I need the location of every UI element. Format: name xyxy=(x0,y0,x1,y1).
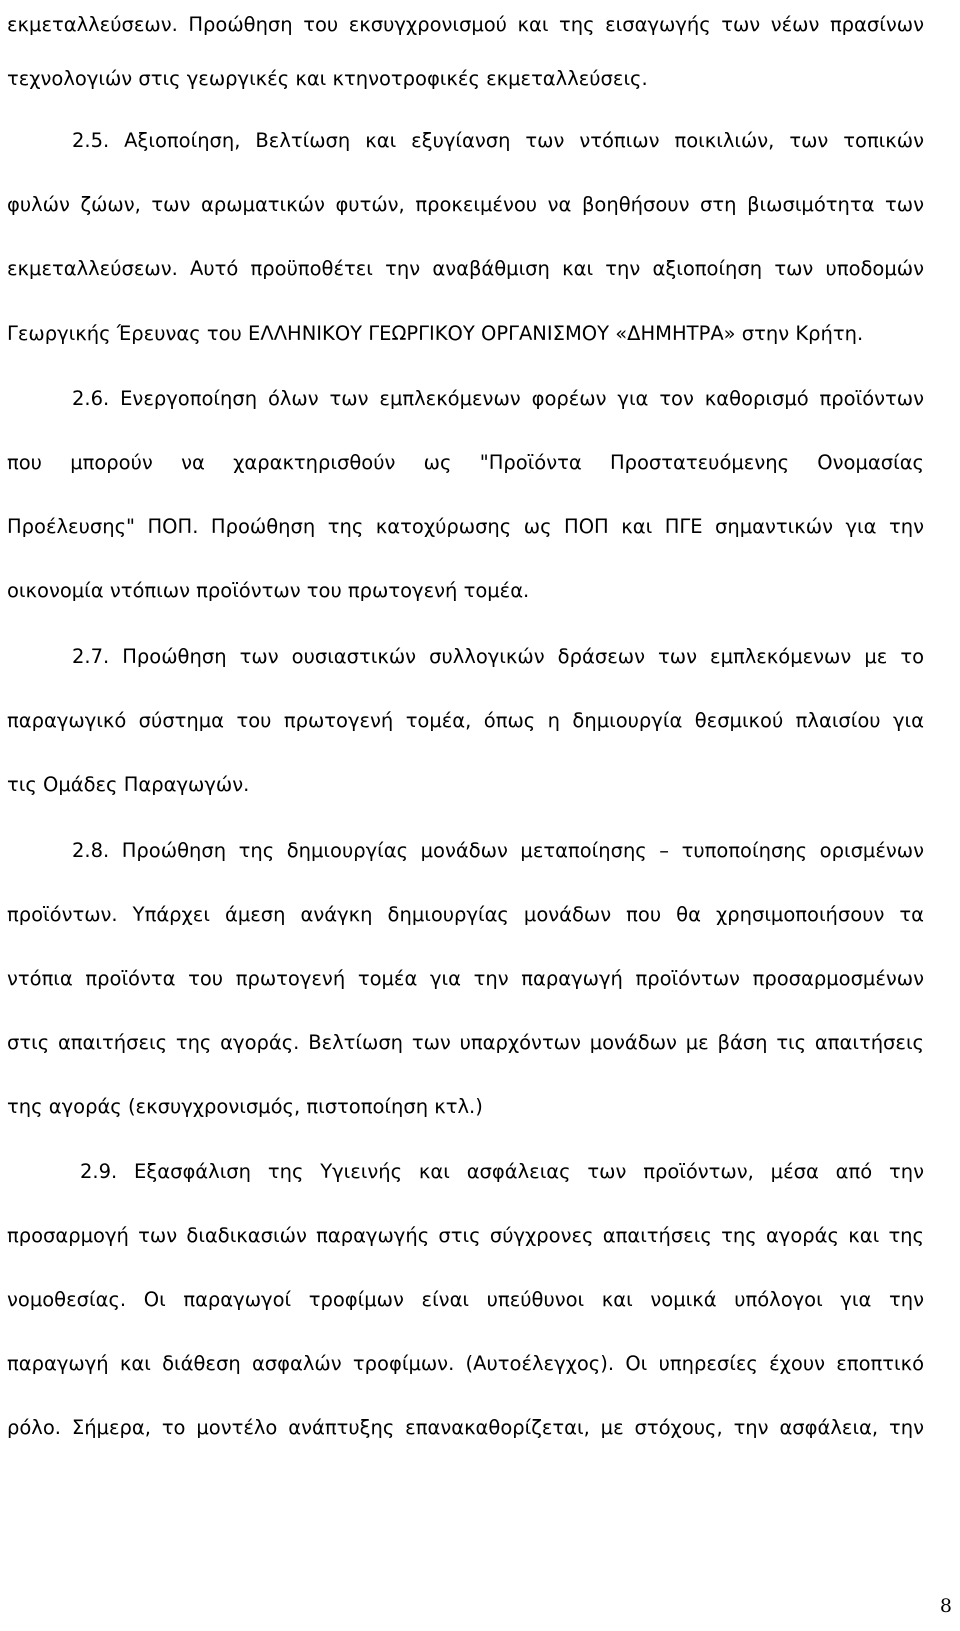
text-line: Προέλευσης" ΠΟΠ. Προώθηση της κατοχύρωσης ως ΠΟΠ και ΠΓΕ σημαντικών για την xyxy=(7,515,924,538)
text-line: που μπορούν να χαρακτηρισθούν ως "Προϊόντα Προστατευόμενης Ονομασίας xyxy=(7,451,924,474)
text-line: φυλών ζώων, των αρωματικών φυτών, προκειμένου να βοηθήσουν στη βιωσιμότητα των xyxy=(7,193,924,216)
text-line: της αγοράς (εκσυγχρονισμός, πιστοποίηση κτλ.) xyxy=(7,1095,483,1118)
text-line: οικονομία ντόπιων προϊόντων του πρωτογενή τομέα. xyxy=(7,579,530,602)
text-line: προσαρμογή των διαδικασιών παραγωγής στις σύγχρονες απαιτήσεις της αγοράς και της xyxy=(7,1224,924,1247)
text-line: Γεωργικής Έρευνας του ΕΛΛΗΝΙΚΟΥ ΓΕΩΡΓΙΚΟΥ ΟΡΓΑΝΙΣΜΟΥ «ΔΗΜΗΤΡΑ» στην Κρήτη. xyxy=(7,322,864,345)
text-line: ντόπια προϊόντα του πρωτογενή τομέα για την παραγωγή προϊόντων προσαρμοσμένων xyxy=(7,967,924,990)
text-line: στις απαιτήσεις της αγοράς. Βελτίωση των υπαρχόντων μονάδων με βάση τις απαιτήσεις xyxy=(7,1031,924,1054)
text-line: 2.7. Προώθηση των ουσιαστικών συλλογικών δράσεων των εμπλεκόμενων με το xyxy=(72,645,924,668)
text-line: 2.8. Προώθηση της δημιουργίας μονάδων μεταποίησης – τυποποίησης ορισμένων xyxy=(72,839,924,862)
text-line: εκμεταλλεύσεων. Αυτό προϋποθέτει την αναβάθμιση και την αξιοποίηση των υποδομών xyxy=(7,257,924,280)
text-line: προϊόντων. Υπάρχει άμεση ανάγκη δημιουργίας μονάδων που θα χρησιμοποιήσουν τα xyxy=(7,903,924,926)
text-line: 2.9. Εξασφάλιση της Υγιεινής και ασφάλειας των προϊόντων, μέσα από την xyxy=(80,1160,924,1183)
text-line: 2.5. Αξιοποίηση, Βελτίωση και εξυγίανση των ντόπιων ποικιλιών, των τοπικών xyxy=(72,129,924,152)
text-line: παραγωγικό σύστημα του πρωτογενή τομέα, όπως η δημιουργία θεσμικού πλαισίου για xyxy=(7,709,924,732)
text-line: τεχνολογιών στις γεωργικές και κτηνοτροφικές εκμεταλλεύσεις. xyxy=(7,67,648,90)
text-line: νομοθεσίας. Οι παραγωγοί τροφίμων είναι υπεύθυνοι και νομικά υπόλογοι για την xyxy=(7,1288,924,1311)
text-line: τις Ομάδες Παραγωγών. xyxy=(7,773,250,796)
text-line: παραγωγή και διάθεση ασφαλών τροφίμων. (Αυτοέλεγχος). Οι υπηρεσίες έχουν εποπτικό xyxy=(7,1352,924,1375)
text-line: 2.6. Ενεργοποίηση όλων των εμπλεκόμενων φορέων για τον καθορισμό προϊόντων xyxy=(72,387,924,410)
text-line: εκμεταλλεύσεων. Προώθηση του εκσυγχρονισμού και της εισαγωγής των νέων πρασίνων xyxy=(7,13,924,36)
text-line: ρόλο. Σήμερα, το μοντέλο ανάπτυξης επανακαθορίζεται, με στόχους, την ασφάλεια, την xyxy=(7,1416,924,1439)
page-number: 8 xyxy=(939,1595,952,1617)
